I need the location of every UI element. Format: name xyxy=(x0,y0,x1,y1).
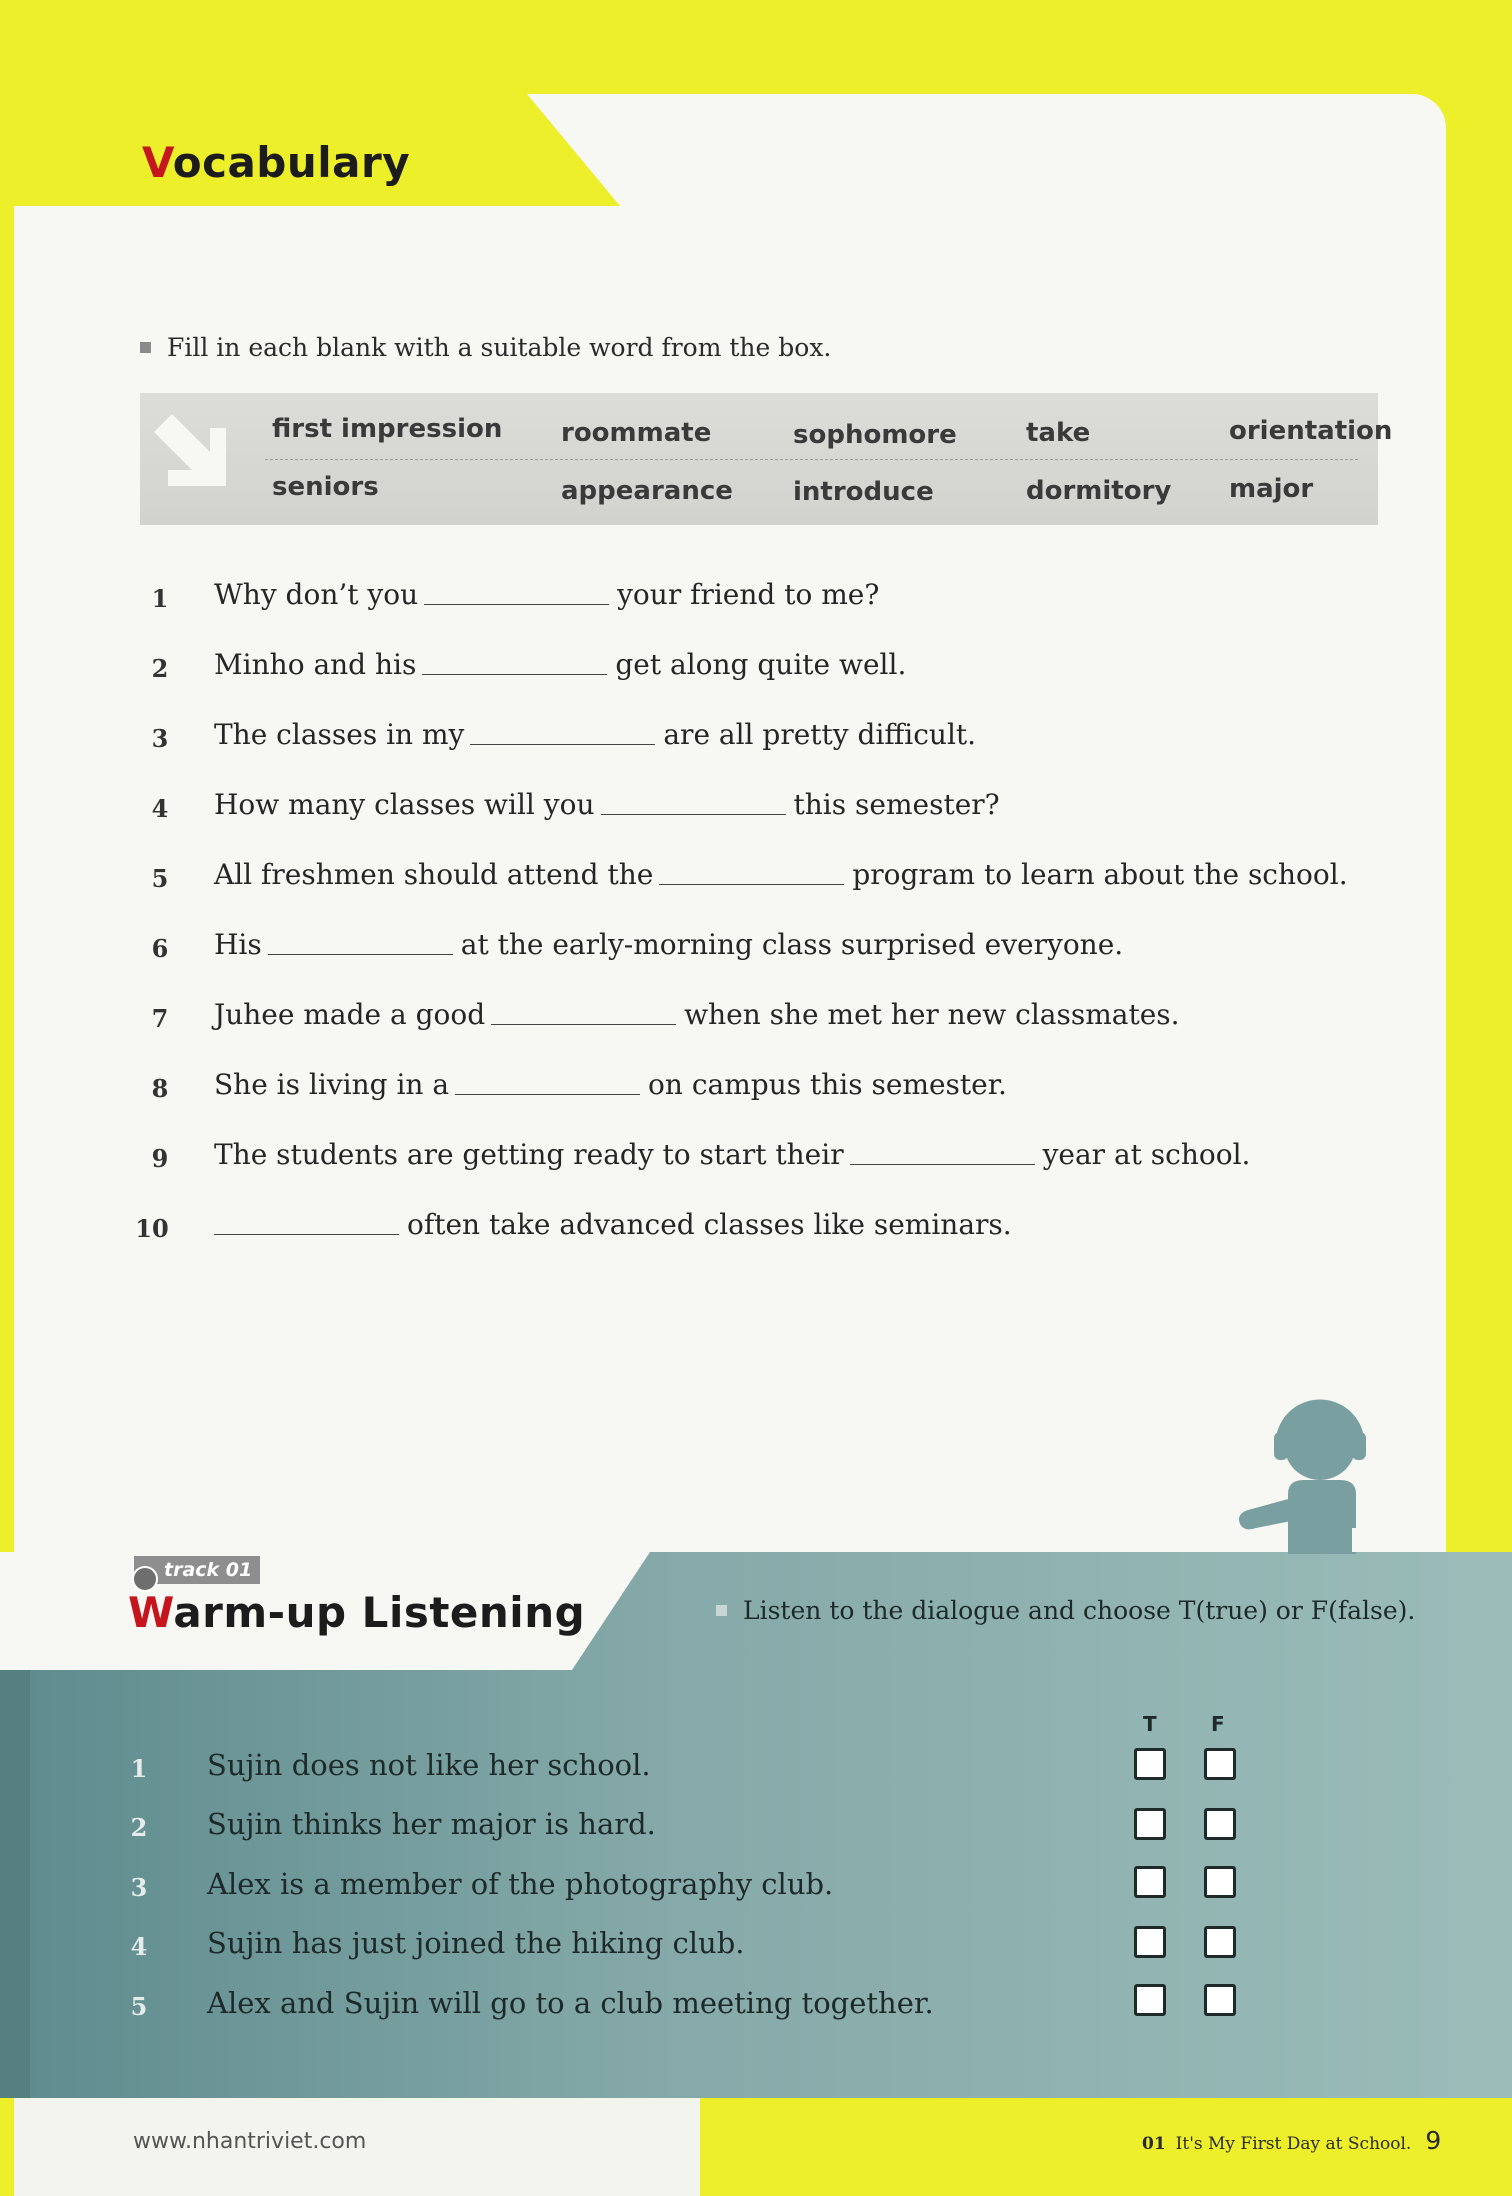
answer-blank[interactable] xyxy=(424,603,609,605)
item-3-true-checkbox[interactable] xyxy=(1134,1866,1166,1898)
answer-blank[interactable] xyxy=(470,743,655,745)
listening-item-4-text: Sujin has just joined the hiking club. xyxy=(207,1926,745,1960)
item-1-true-checkbox[interactable] xyxy=(1134,1748,1166,1780)
content-card xyxy=(150,94,1446,1594)
answer-blank[interactable] xyxy=(659,883,844,885)
arrow-down-right-icon xyxy=(150,410,230,490)
item-5-false-checkbox[interactable] xyxy=(1204,1984,1236,2016)
false-column-header: F xyxy=(1211,1712,1225,1736)
item-4-true-checkbox[interactable] xyxy=(1134,1926,1166,1958)
answer-blank[interactable] xyxy=(422,673,607,675)
answer-blank[interactable] xyxy=(214,1233,399,1235)
word-orientation: orientation xyxy=(1229,416,1393,446)
item-2-true-checkbox[interactable] xyxy=(1134,1808,1166,1840)
word-introduce: introduce xyxy=(793,477,934,507)
listening-item-5-text: Alex and Sujin will go to a club meeting together. xyxy=(207,1986,934,2020)
item-4-false-checkbox[interactable] xyxy=(1204,1926,1236,1958)
listening-instruction: Listen to the dialogue and choose T(true) or F(false). xyxy=(716,1596,1415,1625)
listening-item-5-number: 5 xyxy=(130,1992,148,2021)
word-dormitory: dormitory xyxy=(1026,476,1172,506)
answer-blank[interactable] xyxy=(268,953,453,955)
listening-item-1-text: Sujin does not like her school. xyxy=(207,1748,651,1782)
word-first-impression: first impression xyxy=(272,414,503,444)
word-roommate: roommate xyxy=(561,418,712,448)
bullet-icon xyxy=(716,1605,727,1616)
word-appearance: appearance xyxy=(561,476,733,506)
answer-blank[interactable] xyxy=(601,813,786,815)
page-number: 9 xyxy=(1425,2126,1442,2155)
word-major: major xyxy=(1229,474,1314,504)
word-seniors: seniors xyxy=(272,472,379,502)
footer-chapter xyxy=(1142,2126,1441,2155)
bullet-icon xyxy=(140,342,151,353)
listening-item-3-number: 3 xyxy=(130,1873,148,1902)
listening-title: Warm-up Listening xyxy=(128,1588,586,1637)
word-box-divider xyxy=(265,459,1358,460)
word-sophomore: sophomore xyxy=(793,420,957,450)
answer-blank[interactable] xyxy=(455,1093,640,1095)
item-3-false-checkbox[interactable] xyxy=(1204,1866,1236,1898)
footer-unit: 01 xyxy=(1142,2134,1166,2154)
headphones-listener-icon xyxy=(1218,1398,1388,1554)
true-column-header: T xyxy=(1143,1712,1157,1736)
listening-left-edge xyxy=(0,1670,30,2098)
answer-blank[interactable] xyxy=(850,1163,1035,1165)
listening-item-2-text: Sujin thinks her major is hard. xyxy=(207,1807,656,1841)
listening-item-4-number: 4 xyxy=(130,1932,148,1961)
listening-item-3-text: Alex is a member of the photography club. xyxy=(207,1867,834,1901)
answer-blank[interactable] xyxy=(491,1023,676,1025)
vocabulary-instruction: Fill in each blank with a suitable word from the box. xyxy=(140,333,831,362)
item-5-true-checkbox[interactable] xyxy=(1134,1984,1166,2016)
footer-chapter-title: It's My First Day at School. xyxy=(1175,2134,1412,2154)
item-2-false-checkbox[interactable] xyxy=(1204,1808,1236,1840)
track-badge[interactable]: track 01 xyxy=(134,1556,260,1584)
word-take: take xyxy=(1026,418,1091,448)
word-box xyxy=(140,393,1378,525)
listening-item-2-number: 2 xyxy=(130,1813,148,1842)
listening-item-1-number: 1 xyxy=(130,1754,148,1783)
vocabulary-title: Vocabulary xyxy=(142,138,411,187)
item-1-false-checkbox[interactable] xyxy=(1204,1748,1236,1780)
footer-url: www.nhantriviet.com xyxy=(133,2129,367,2154)
